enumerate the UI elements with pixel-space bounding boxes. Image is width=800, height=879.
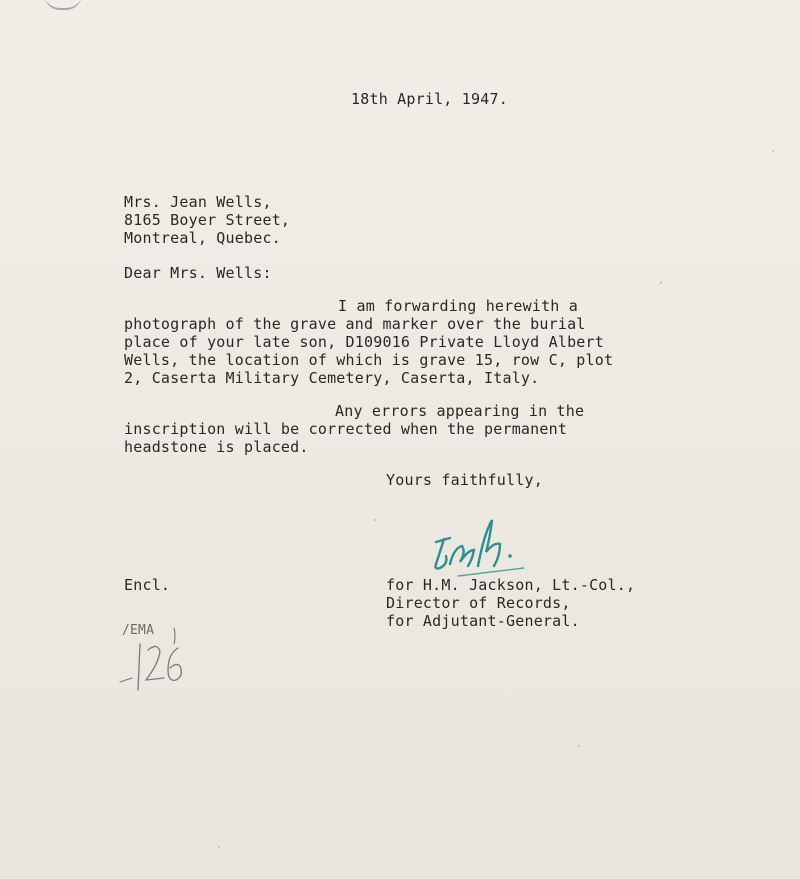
body-line: headstone is placed. [124, 438, 309, 456]
signature-line: for Adjutant-General. [386, 612, 580, 630]
recipient-street: 8165 Boyer Street, [124, 211, 291, 229]
pencil-file-annotation [118, 620, 190, 696]
staple-mark [44, 0, 82, 10]
enclosure-note: Encl. [124, 576, 171, 594]
paper-speck [218, 846, 220, 848]
body-line: I am forwarding herewith a [338, 297, 578, 315]
letter-date: 18th April, 1947. [351, 90, 508, 108]
body-line: photograph of the grave and marker over the burial [124, 315, 586, 333]
signature-line: Director of Records, [386, 594, 571, 612]
salutation: Dear Mrs. Wells: [124, 264, 272, 282]
typist-reference: /EMA [122, 623, 155, 638]
paper-speck [660, 281, 662, 284]
body-line: Wells, the location of which is grave 15, row C, plot [124, 351, 614, 369]
body-line: 2, Caserta Military Cemetery, Caserta, Italy. [124, 369, 540, 387]
body-line: place of your late son, D109016 Private Lloyd Albert [124, 333, 604, 351]
recipient-city: Montreal, Quebec. [124, 229, 281, 247]
closing: Yours faithfully, [386, 471, 543, 489]
paper-speck [772, 150, 774, 152]
body-line: Any errors appearing in the [335, 402, 585, 420]
handwritten-initials-signature [428, 512, 524, 580]
body-line: inscription will be corrected when the permanent [124, 420, 568, 438]
signature-line: for H.M. Jackson, Lt.-Col., [386, 576, 636, 594]
paper-speck [374, 519, 376, 521]
paper-speck [578, 745, 580, 747]
recipient-name: Mrs. Jean Wells, [124, 193, 272, 211]
